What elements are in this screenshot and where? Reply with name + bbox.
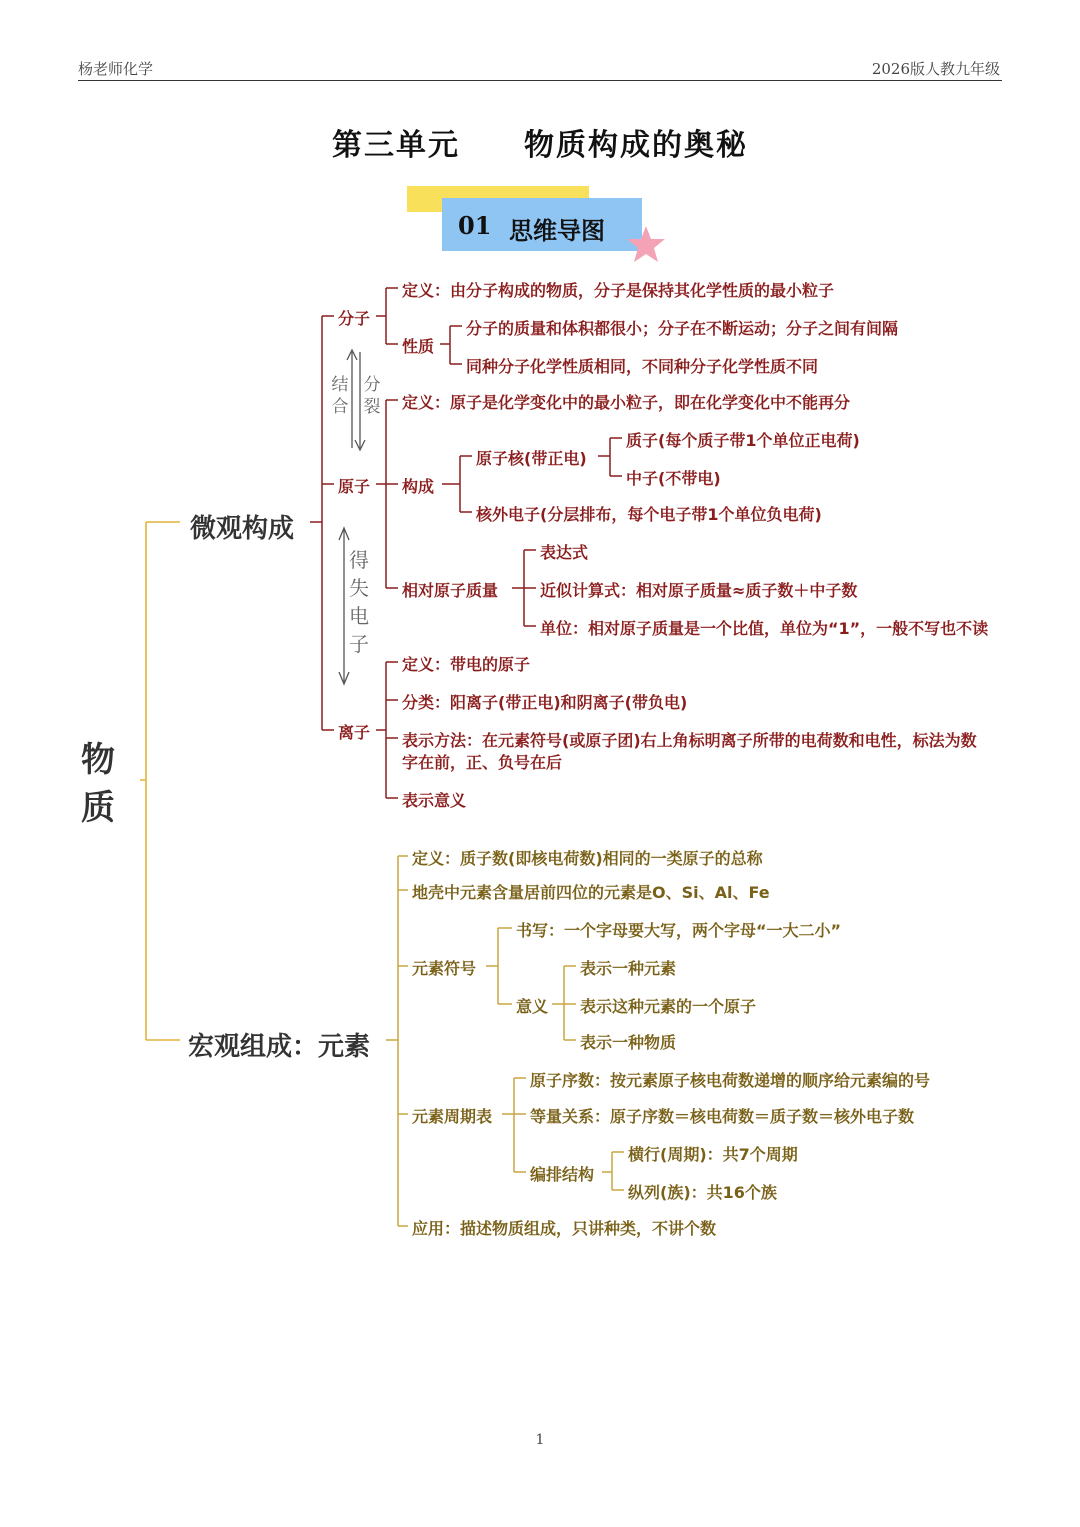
symbol-writing: 书写：一个字母要大写，两个字母“一大二小”	[516, 921, 842, 940]
combine-label: 结合	[331, 375, 349, 417]
neutron-item: 中子(不带电)	[626, 469, 721, 488]
atom-definition: 定义：原子是化学变化中的最小粒子，即在化学变化中不能再分	[402, 393, 851, 412]
molecule-definition: 定义：由分子构成的物质，分子是保持其化学性质的最小粒子	[402, 281, 835, 300]
macro-node: 宏观组成：元素	[188, 1032, 371, 1062]
micro-node: 微观构成	[190, 514, 295, 544]
symbol-meaning-node: 意义	[516, 997, 549, 1016]
split-label: 分裂	[363, 375, 381, 417]
root-node: 物质	[81, 740, 115, 828]
molecule-property-1: 分子的质量和体积都很小；分子在不断运动；分子之间有间隔	[466, 319, 899, 338]
molecule-property-node: 性质	[402, 337, 435, 356]
atom-node: 原子	[338, 477, 371, 496]
electron-transfer-label: 得失电子	[349, 548, 369, 656]
badge-number: 01	[458, 211, 492, 240]
ion-definition: 定义：带电的原子	[402, 655, 531, 674]
molecule-property-2: 同种分子化学性质相同，不同种分子化学性质不同	[466, 357, 819, 376]
symbol-meaning-2: 表示这种元素的一个原子	[580, 997, 757, 1016]
element-definition: 定义：质子数(即核电荷数)相同的一类原子的总称	[412, 849, 763, 868]
structure-node: 编排结构	[530, 1165, 595, 1184]
relative-mass-node: 相对原子质量	[402, 581, 499, 600]
molecule-node: 分子	[338, 309, 371, 328]
page-title: 第三单元 物质构成的奥秘	[332, 128, 748, 163]
equal-relation-item: 等量关系：原子序数＝核电荷数＝质子数＝核外电子数	[530, 1107, 915, 1126]
ion-node: 离子	[338, 723, 371, 742]
relative-mass-expression: 表达式	[540, 543, 589, 562]
crust-elements: 地壳中元素含量居前四位的元素是O、Si、Al、Fe	[412, 883, 770, 902]
ion-classification: 分类：阳离子(带正电)和阴离子(带负电)	[402, 693, 688, 712]
ion-notation-line2: 字在前，正、负号在后	[402, 753, 563, 772]
electron-item: 核外电子(分层排布，每个电子带1个单位负电荷)	[476, 505, 822, 524]
symbol-meaning-1: 表示一种元素	[580, 959, 677, 978]
ion-notation-line1: 表示方法：在元素符号(或原子团)右上角标明离子所带的电荷数和电性，标法为数	[402, 731, 977, 750]
periodic-table-node: 元素周期表	[412, 1107, 493, 1126]
period-item: 横行(周期)：共7个周期	[628, 1145, 798, 1164]
atom-composition-node: 构成	[402, 477, 435, 496]
header-right: 2026版人教九年级	[871, 60, 1000, 78]
ion-meaning: 表示意义	[402, 791, 467, 810]
badge-label: 思维导图	[509, 217, 605, 245]
proton-item: 质子(每个质子带1个单位正电荷)	[626, 431, 860, 450]
element-application: 应用：描述物质组成，只讲种类，不讲个数	[412, 1219, 717, 1238]
relative-mass-unit: 单位：相对原子质量是一个比值，单位为“1”，一般不写也不读	[540, 619, 989, 638]
relative-mass-approx: 近似计算式：相对原子质量≈质子数＋中子数	[540, 581, 858, 600]
group-item: 纵列(族)：共16个族	[628, 1183, 777, 1202]
atomic-number-item: 原子序数：按元素原子核电荷数递增的顺序给元素编的号	[530, 1071, 931, 1090]
page-number: 1	[535, 1432, 545, 1448]
nucleus-node: 原子核(带正电)	[476, 449, 587, 468]
header-left: 杨老师化学	[78, 60, 154, 78]
symbol-meaning-3: 表示一种物质	[580, 1033, 677, 1052]
element-symbol-node: 元素符号	[412, 959, 477, 978]
